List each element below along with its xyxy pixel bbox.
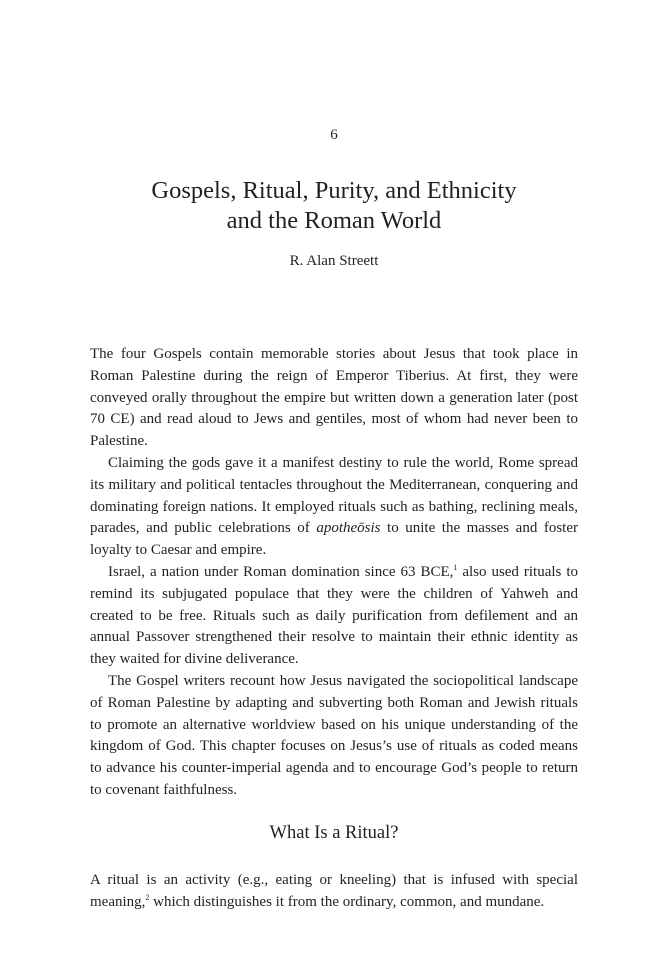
section-heading: What Is a Ritual? [269,823,399,843]
paragraph-3-text-b: also used rituals to remind its subjugated populace that they were the children of Yahweh and created to be free. Rituals such as daily purification from defilement and an annual Passover strengthened their resolve to maintain their ethnic identity as they waited for divine deliverance. [90,563,578,668]
section-text [90,869,578,913]
section-paragraph-1 [90,869,578,913]
paragraph-4: The Gospel writers recount how Jesus navigated the sociopolitical landscape of Roman Palestine by adapting and subverting both Roman and Jewish rituals to promote an alternative worldview based on his unique understanding of the kingdom of God. This chapter focuses on Jesus’s use of rituals as coded means to advance his counter-imperial agenda and to encourage God’s people to return to covenant faithfulness. [90,672,578,798]
paragraph-3-text-a: Israel, a nation under Roman domination since 63 BCE, [108,563,454,580]
chapter-title-line-1: Gospels, Ritual, Purity, and Ethnicity [151,177,517,204]
paragraph-3 [90,562,578,671]
chapter-title [0,176,650,236]
chapter-title-line-2: and the Roman World [226,207,442,234]
chapter-author: R. Alan Streett [289,253,379,269]
chapter-number: 6 [330,127,338,143]
paragraph-2-text-b: to unite the masses and foster loyalty to Caesar and empire. [90,520,579,559]
intro-text [90,344,578,802]
section-paragraph-1-text-b: which distinguishes it from the ordinary, common, and mundane. [149,894,545,910]
footnote-marker-1[interactable]: 1 [453,562,458,572]
paragraph-1: The four Gospels contain memorable stories about Jesus that took place in Roman Palestine during the reign of Emperor Tiberius. At first, they were conveyed orally throughout the empire but written down a generation later (post 70 CE) and read aloud to Jews and gentiles, most of whom had never been to Palestine. [90,346,578,450]
paragraph-2-italic-term: apotheōsis [316,520,381,537]
paragraph-2 [90,453,578,562]
footnote-marker-2[interactable]: 2 [145,893,150,902]
section-paragraph-1-text-a: A ritual is an activity (e.g., eating or kneeling) that is infused with special meaning, [90,872,578,910]
paragraph-2-text-a: Claiming the gods gave it a manifest destiny to rule the world, Rome spread its military and political tentacles throughout the Mediterranean, conquering and dominating foreign nations. It employed rituals such as bathing, reclining meals, parades, and public celebrations of [90,454,578,537]
